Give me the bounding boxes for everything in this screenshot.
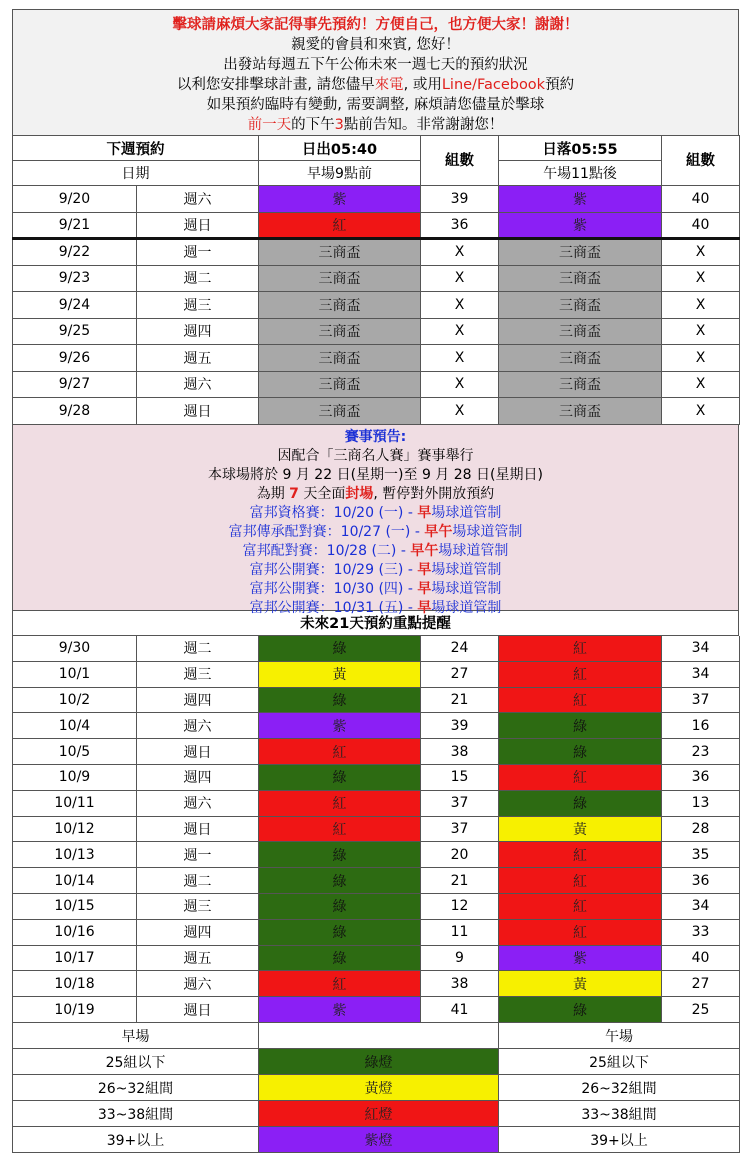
table-row xyxy=(13,318,740,345)
afternoon-groups-cell: X xyxy=(662,239,740,266)
morning-status-cell: 三商盃 xyxy=(259,265,421,292)
weekday-cell: 週二 xyxy=(137,636,259,662)
morning-groups-cell: 37 xyxy=(421,790,499,816)
notice-text: , 或用 xyxy=(403,77,442,93)
morning-groups-cell: 21 xyxy=(421,687,499,713)
afternoon-groups-cell: 37 xyxy=(662,687,740,713)
afternoon-groups-cell: 35 xyxy=(662,842,740,868)
afternoon-status-cell: 三商盃 xyxy=(499,398,662,425)
morning-groups-cell: 36 xyxy=(421,212,499,239)
morning-status-cell: 紅 xyxy=(259,790,421,816)
date-cell: 10/11 xyxy=(13,790,137,816)
header-groups-pm xyxy=(662,136,740,186)
header-date: 日期 xyxy=(13,161,259,186)
event-note: 場球道管制 xyxy=(431,580,502,597)
weekday-cell: 週六 xyxy=(137,713,259,739)
announce-line-1: 因配合「三商名人賽」賽事舉行 xyxy=(277,447,474,464)
notice-line-2: 親愛的會員和來賓, 您好！ xyxy=(291,37,460,53)
event-name: 富邦配對賽：10/28 (二) - xyxy=(242,542,411,559)
date-cell: 10/5 xyxy=(13,739,137,765)
afternoon-groups-cell: 16 xyxy=(662,713,740,739)
event-session: 早 xyxy=(417,580,432,597)
morning-groups-cell: 39 xyxy=(421,186,499,213)
afternoon-groups-cell: X xyxy=(662,398,740,425)
table-row xyxy=(13,893,740,919)
weekday-cell: 週三 xyxy=(137,292,259,319)
event-item xyxy=(13,580,738,599)
weekday-cell: 週日 xyxy=(137,816,259,842)
event-list xyxy=(13,504,738,618)
event-name: 富邦傳承配對賽：10/27 (一) - xyxy=(228,523,425,540)
morning-groups-cell: 20 xyxy=(421,842,499,868)
afternoon-status-cell: 黃 xyxy=(499,816,662,842)
future-rows xyxy=(13,636,740,1023)
afternoon-status-cell: 紫 xyxy=(499,212,662,239)
event-name: 富邦公開賽：10/30 (四) - xyxy=(249,580,418,597)
afternoon-status-cell: 三商盃 xyxy=(499,371,662,398)
header-afternoon: 午場11點後 xyxy=(499,161,662,186)
afternoon-groups-cell: X xyxy=(662,371,740,398)
morning-groups-cell: 15 xyxy=(421,764,499,790)
announce-title: 賽事預告: xyxy=(344,428,407,445)
legend-light: 綠燈 xyxy=(259,1049,499,1075)
afternoon-groups-cell: 34 xyxy=(662,636,740,662)
morning-groups-cell: 9 xyxy=(421,945,499,971)
legend-morning-range: 39+以上 xyxy=(13,1127,259,1153)
afternoon-groups-cell: 23 xyxy=(662,739,740,765)
morning-status-cell: 綠 xyxy=(259,893,421,919)
announce-days: 7 xyxy=(289,485,299,502)
afternoon-status-cell: 三商盃 xyxy=(499,345,662,372)
table-row xyxy=(13,816,740,842)
table-row xyxy=(13,661,740,687)
header-sunset: 日落05:55 xyxy=(499,136,662,161)
date-cell: 10/16 xyxy=(13,919,137,945)
table-row xyxy=(13,292,740,319)
weekday-cell: 週六 xyxy=(137,371,259,398)
legend-row xyxy=(13,1127,740,1153)
notice-text: 點前告知。非常謝謝您！ xyxy=(343,117,504,133)
afternoon-status-cell: 三商盃 xyxy=(499,292,662,319)
legend-morning-label: 早場 xyxy=(13,1023,259,1049)
notice-highlight-hour: 3 xyxy=(334,117,344,133)
morning-status-cell: 綠 xyxy=(259,945,421,971)
notice-box xyxy=(12,9,739,135)
table-row xyxy=(13,997,740,1023)
afternoon-status-cell: 紅 xyxy=(499,842,662,868)
morning-groups-cell: X xyxy=(421,398,499,425)
legend-row xyxy=(13,1075,740,1101)
weekday-cell: 週六 xyxy=(137,971,259,997)
date-cell: 10/2 xyxy=(13,687,137,713)
event-item xyxy=(13,561,738,580)
table-row xyxy=(13,842,740,868)
afternoon-groups-cell: 40 xyxy=(662,186,740,213)
morning-groups-cell: 37 xyxy=(421,816,499,842)
afternoon-status-cell: 紅 xyxy=(499,636,662,662)
date-cell: 9/26 xyxy=(13,345,137,372)
afternoon-status-cell: 三商盃 xyxy=(499,318,662,345)
afternoon-groups-cell: 28 xyxy=(662,816,740,842)
morning-groups-cell: 27 xyxy=(421,661,499,687)
afternoon-status-cell: 三商盃 xyxy=(499,265,662,292)
header-morning: 早場9點前 xyxy=(259,161,421,186)
weekday-cell: 週四 xyxy=(137,687,259,713)
event-item xyxy=(13,504,738,523)
afternoon-status-cell: 紅 xyxy=(499,868,662,894)
weekday-cell: 週五 xyxy=(137,345,259,372)
remind-title: 未來21天預約重點提醒 xyxy=(12,610,739,636)
table-row xyxy=(13,868,740,894)
table-row xyxy=(13,945,740,971)
date-cell: 10/19 xyxy=(13,997,137,1023)
weekday-cell: 週日 xyxy=(137,739,259,765)
event-session: 早午 xyxy=(424,523,453,540)
date-cell: 9/22 xyxy=(13,239,137,266)
booking-sheet xyxy=(12,9,739,1153)
date-cell: 10/12 xyxy=(13,816,137,842)
event-name: 富邦公開賽：10/31 (五) - xyxy=(249,599,418,616)
afternoon-groups-cell: 40 xyxy=(662,945,740,971)
date-cell: 9/24 xyxy=(13,292,137,319)
weekday-cell: 週四 xyxy=(137,919,259,945)
weekday-cell: 週日 xyxy=(137,212,259,239)
afternoon-status-cell: 紫 xyxy=(499,945,662,971)
announce-line-2: 本球場將於 9 月 22 日(星期一)至 9 月 28 日(星期日) xyxy=(208,466,543,483)
legend-morning-range: 26~32組間 xyxy=(13,1075,259,1101)
announce-text: , 暫停對外開放預約 xyxy=(373,485,495,502)
morning-status-cell: 紫 xyxy=(259,713,421,739)
afternoon-status-cell: 黃 xyxy=(499,971,662,997)
date-cell: 10/4 xyxy=(13,713,137,739)
event-name: 富邦公開賽：10/29 (三) - xyxy=(249,561,418,578)
date-cell: 9/28 xyxy=(13,398,137,425)
table-row xyxy=(13,713,740,739)
date-cell: 10/14 xyxy=(13,868,137,894)
date-cell: 9/20 xyxy=(13,186,137,213)
afternoon-status-cell: 紅 xyxy=(499,687,662,713)
event-note: 場球道管制 xyxy=(438,542,509,559)
weekday-cell: 週三 xyxy=(137,661,259,687)
date-cell: 9/23 xyxy=(13,265,137,292)
afternoon-status-cell: 綠 xyxy=(499,790,662,816)
notice-line-1: 擊球請麻煩大家記得事先預約！方便自己，也方便大家！謝謝！ xyxy=(172,17,579,33)
afternoon-groups-cell: 13 xyxy=(662,790,740,816)
legend-morning-range: 33~38組間 xyxy=(13,1101,259,1127)
legend-afternoon-label: 午場 xyxy=(499,1023,740,1049)
weekday-cell: 週四 xyxy=(137,318,259,345)
afternoon-status-cell: 綠 xyxy=(499,997,662,1023)
morning-status-cell: 紅 xyxy=(259,816,421,842)
notice-text: 預約 xyxy=(545,77,575,93)
legend-rows xyxy=(13,1023,740,1153)
legend-afternoon-range: 39+以上 xyxy=(499,1127,740,1153)
morning-groups-cell: 24 xyxy=(421,636,499,662)
legend-morning-range: 25組以下 xyxy=(13,1049,259,1075)
morning-groups-cell: 41 xyxy=(421,997,499,1023)
morning-groups-cell: X xyxy=(421,265,499,292)
event-session: 早 xyxy=(417,561,432,578)
legend-row xyxy=(13,1101,740,1127)
date-cell: 9/21 xyxy=(13,212,137,239)
event-item xyxy=(13,523,738,542)
table-row xyxy=(13,186,740,213)
notice-line-6 xyxy=(13,115,738,135)
table-row xyxy=(13,398,740,425)
morning-groups-cell: 21 xyxy=(421,868,499,894)
afternoon-status-cell: 紅 xyxy=(499,919,662,945)
announce-text: 天全面 xyxy=(298,485,346,502)
table-row xyxy=(13,764,740,790)
morning-groups-cell: 38 xyxy=(421,971,499,997)
afternoon-status-cell: 紅 xyxy=(499,893,662,919)
event-note: 場球道管制 xyxy=(431,561,502,578)
week-closed-rows xyxy=(13,239,740,425)
date-cell: 9/25 xyxy=(13,318,137,345)
morning-groups-cell: X xyxy=(421,318,499,345)
next-week-table xyxy=(12,135,740,425)
legend-light: 紫燈 xyxy=(259,1127,499,1153)
morning-status-cell: 三商盃 xyxy=(259,239,421,266)
morning-status-cell: 三商盃 xyxy=(259,318,421,345)
morning-status-cell: 三商盃 xyxy=(259,371,421,398)
date-cell: 10/9 xyxy=(13,764,137,790)
weekday-cell: 週四 xyxy=(137,764,259,790)
morning-status-cell: 紫 xyxy=(259,997,421,1023)
morning-status-cell: 綠 xyxy=(259,868,421,894)
table-row xyxy=(13,739,740,765)
morning-groups-cell: 11 xyxy=(421,919,499,945)
date-cell: 10/13 xyxy=(13,842,137,868)
morning-status-cell: 紅 xyxy=(259,212,421,239)
morning-status-cell: 綠 xyxy=(259,842,421,868)
morning-groups-cell: 39 xyxy=(421,713,499,739)
weekday-cell: 週二 xyxy=(137,265,259,292)
legend-light: 黃燈 xyxy=(259,1075,499,1101)
notice-highlight-line-facebook: Line/Facebook xyxy=(441,77,546,93)
notice-text: 的下午 xyxy=(291,117,335,133)
weekday-cell: 週五 xyxy=(137,945,259,971)
weekday-cell: 週日 xyxy=(137,997,259,1023)
afternoon-groups-cell: 34 xyxy=(662,661,740,687)
afternoon-status-cell: 綠 xyxy=(499,713,662,739)
date-cell: 9/27 xyxy=(13,371,137,398)
legend-blank xyxy=(259,1023,499,1049)
event-note: 場球道管制 xyxy=(431,599,502,616)
table-row xyxy=(13,919,740,945)
afternoon-groups-cell: 33 xyxy=(662,919,740,945)
afternoon-groups-cell: 25 xyxy=(662,997,740,1023)
header-groups-am xyxy=(421,136,499,186)
table-row xyxy=(13,790,740,816)
table-row xyxy=(13,971,740,997)
announcement-box xyxy=(12,425,739,616)
weekday-cell: 週一 xyxy=(137,239,259,266)
afternoon-groups-cell: 36 xyxy=(662,764,740,790)
afternoon-status-cell: 紫 xyxy=(499,186,662,213)
weekday-cell: 週一 xyxy=(137,842,259,868)
morning-status-cell: 綠 xyxy=(259,764,421,790)
table-row xyxy=(13,636,740,662)
weekday-cell: 週三 xyxy=(137,893,259,919)
notice-text: 以利您安排擊球計畫, 請您儘早 xyxy=(176,77,375,93)
afternoon-groups-cell: X xyxy=(662,292,740,319)
legend-afternoon-range: 33~38組間 xyxy=(499,1101,740,1127)
afternoon-status-cell: 紅 xyxy=(499,764,662,790)
header-groups-text: 組數 xyxy=(445,152,474,169)
afternoon-groups-cell: 27 xyxy=(662,971,740,997)
notice-highlight-day-before: 前一天 xyxy=(247,117,292,133)
table-row xyxy=(13,239,740,266)
weekday-cell: 週六 xyxy=(137,186,259,213)
announce-closed: 封場 xyxy=(345,485,374,502)
morning-groups-cell: X xyxy=(421,239,499,266)
event-note: 場球道管制 xyxy=(431,504,502,521)
event-session: 早 xyxy=(417,599,432,616)
legend-light: 紅燈 xyxy=(259,1101,499,1127)
table-row xyxy=(13,212,740,239)
weekday-cell: 週日 xyxy=(137,398,259,425)
morning-groups-cell: X xyxy=(421,371,499,398)
event-session: 早 xyxy=(417,504,432,521)
announce-line-3 xyxy=(13,485,738,504)
morning-status-cell: 三商盃 xyxy=(259,345,421,372)
morning-status-cell: 綠 xyxy=(259,919,421,945)
morning-status-cell: 三商盃 xyxy=(259,292,421,319)
morning-status-cell: 紅 xyxy=(259,971,421,997)
afternoon-groups-cell: 36 xyxy=(662,868,740,894)
afternoon-groups-cell: X xyxy=(662,318,740,345)
afternoon-status-cell: 紅 xyxy=(499,661,662,687)
header-groups-text: 組數 xyxy=(686,152,715,169)
weekday-cell: 週六 xyxy=(137,790,259,816)
morning-status-cell: 綠 xyxy=(259,636,421,662)
date-cell: 10/17 xyxy=(13,945,137,971)
morning-status-cell: 紅 xyxy=(259,739,421,765)
table-row xyxy=(13,265,740,292)
morning-status-cell: 黃 xyxy=(259,661,421,687)
legend-row xyxy=(13,1049,740,1075)
header-sunrise: 日出05:40 xyxy=(259,136,421,161)
morning-status-cell: 綠 xyxy=(259,687,421,713)
event-session: 早午 xyxy=(410,542,439,559)
table-row xyxy=(13,687,740,713)
future-table xyxy=(12,636,740,1023)
table-row xyxy=(13,345,740,372)
notice-line-4 xyxy=(13,75,738,95)
date-cell: 10/15 xyxy=(13,893,137,919)
afternoon-groups-cell: 34 xyxy=(662,893,740,919)
morning-groups-cell: X xyxy=(421,345,499,372)
date-cell: 9/30 xyxy=(13,636,137,662)
afternoon-groups-cell: 40 xyxy=(662,212,740,239)
week-top-rows xyxy=(13,186,740,239)
date-cell: 10/18 xyxy=(13,971,137,997)
notice-line-5: 如果預約臨時有變動, 需要調整, 麻煩請您儘量於擊球 xyxy=(206,97,545,113)
legend-afternoon-range: 25組以下 xyxy=(499,1049,740,1075)
afternoon-groups-cell: X xyxy=(662,265,740,292)
weekday-cell: 週二 xyxy=(137,868,259,894)
afternoon-status-cell: 三商盃 xyxy=(499,239,662,266)
notice-highlight-call: 來電 xyxy=(374,77,404,93)
morning-groups-cell: X xyxy=(421,292,499,319)
notice-line-3: 出發站每週五下午公佈未來一週七天的預約狀況 xyxy=(223,57,528,73)
table-row xyxy=(13,371,740,398)
event-note: 場球道管制 xyxy=(452,523,523,540)
morning-status-cell: 三商盃 xyxy=(259,398,421,425)
morning-groups-cell: 12 xyxy=(421,893,499,919)
announce-text: 為期 xyxy=(256,485,290,502)
afternoon-status-cell: 綠 xyxy=(499,739,662,765)
morning-status-cell: 紫 xyxy=(259,186,421,213)
date-cell: 10/1 xyxy=(13,661,137,687)
legend-afternoon-range: 26~32組間 xyxy=(499,1075,740,1101)
event-name: 富邦資格賽：10/20 (一) - xyxy=(249,504,418,521)
morning-groups-cell: 38 xyxy=(421,739,499,765)
header-next-week: 下週預約 xyxy=(13,136,259,161)
afternoon-groups-cell: X xyxy=(662,345,740,372)
event-item xyxy=(13,542,738,561)
legend-table xyxy=(12,1023,740,1154)
